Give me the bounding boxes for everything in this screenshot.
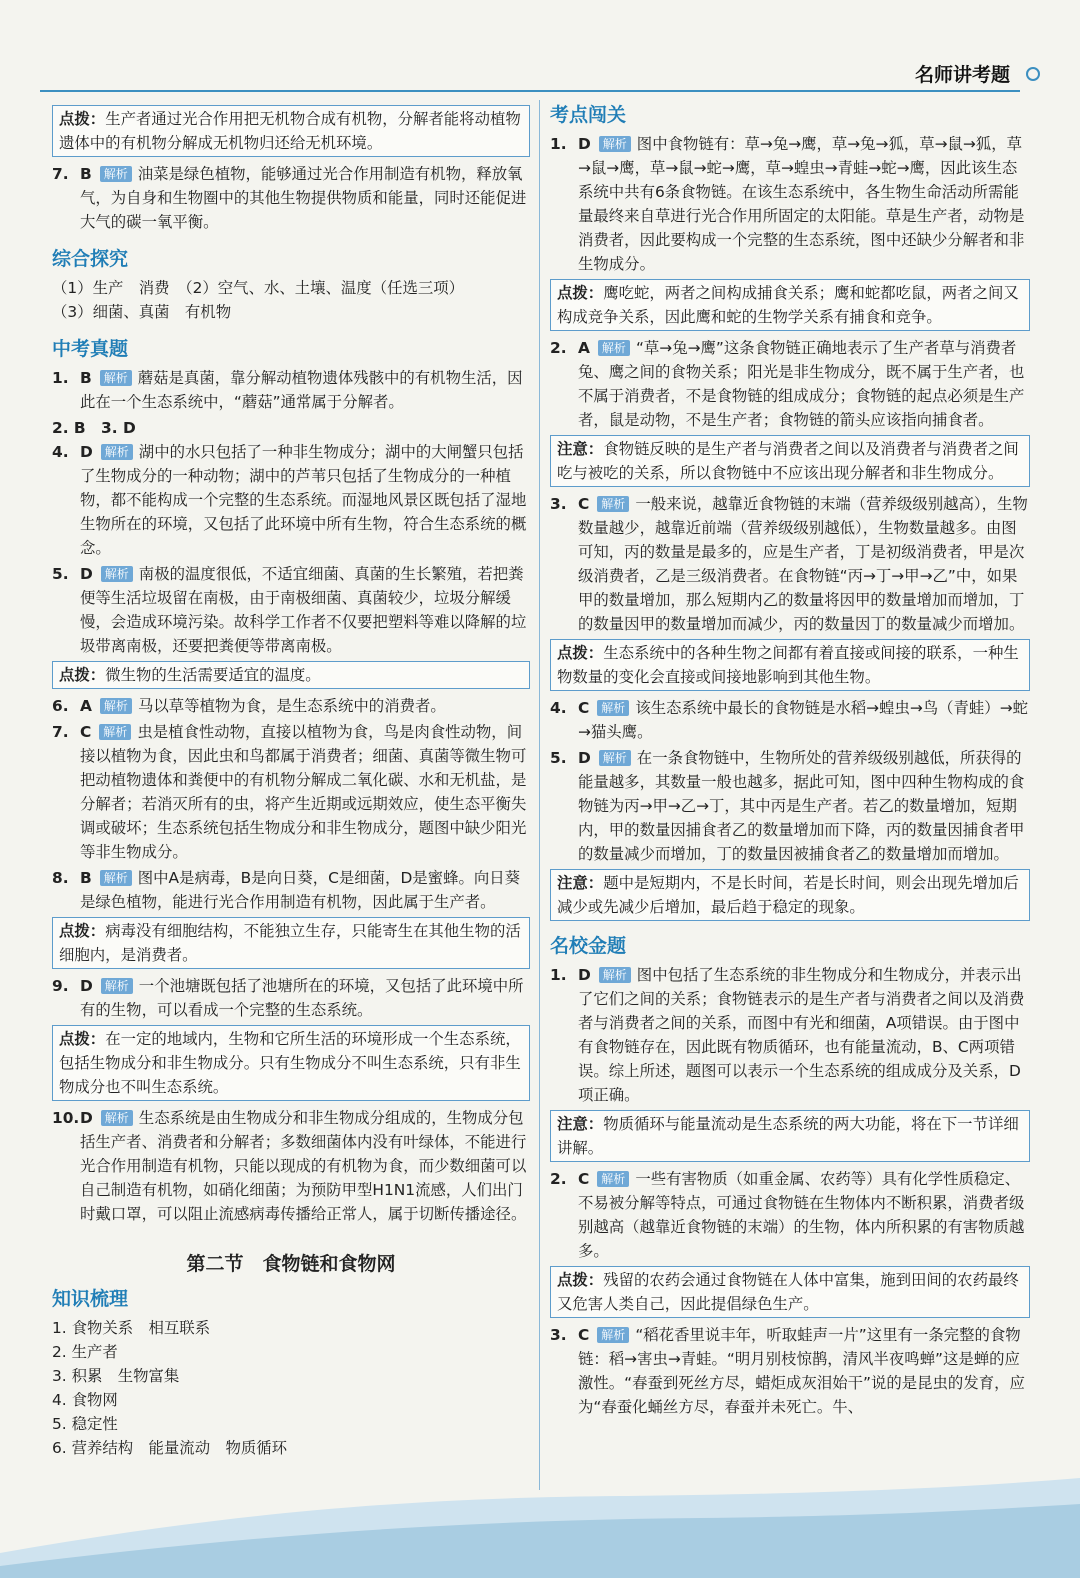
note-box [550, 1110, 1030, 1162]
note-key: 点拨： [59, 110, 106, 128]
note-key: 点拨： [557, 1271, 604, 1289]
answer-item [550, 492, 1030, 636]
analysis-tag: 解析 [101, 566, 133, 582]
note-box [550, 435, 1030, 487]
item-text: 在一条食物链中，生物所处的营养级级别越低，所获得的能量越多，其数量一般也越多，据此可知，图中四种生物构成的食物链为丙→甲→乙→丁，其中丙是生产者。若乙的数量增加，短期内，甲的数量因捕食者乙的数量增加而下降，丙的数量因捕食者甲的数量减少而增加，丁的数量因被捕食者乙的数量增加而增加。 [578, 749, 1025, 863]
answer-item [52, 720, 530, 864]
item-answer: C [578, 1326, 590, 1344]
analysis-tag: 解析 [101, 1110, 133, 1126]
analysis-tag: 解析 [599, 967, 631, 983]
item-answer: D [80, 565, 93, 583]
section-heading: 知识梳理 [52, 1288, 129, 1310]
item-answer: D [80, 977, 93, 995]
analysis-tag: 解析 [101, 978, 133, 994]
note-box [52, 1025, 530, 1101]
item-number: 3. [550, 1326, 567, 1344]
answer-item [550, 696, 1030, 744]
note-box [52, 105, 530, 157]
item-answer: B [80, 869, 92, 887]
section-heading: 综合探究 [52, 248, 129, 270]
answer-line: （3）细菌、真菌 有机物 [52, 303, 232, 321]
note-text: 鹰吃蛇，两者之间构成捕食关系；鹰和蛇都吃鼠，两者之间又构成竞争关系，因此鹰和蛇的生物学关系有捕食和竞争。 [557, 284, 1019, 326]
note-text: 物质循环与能量流动是生态系统的两大功能，将在下一节详细讲解。 [557, 1115, 1019, 1157]
analysis-tag: 解析 [99, 724, 131, 740]
answer-item [52, 162, 530, 234]
answer-item [52, 366, 530, 414]
item-number: 7. [52, 723, 69, 741]
knowledge-line: 5. 稳定性 [52, 1415, 118, 1433]
item-answer: D [578, 749, 591, 767]
answer-item [52, 866, 530, 914]
note-key: 点拨： [59, 922, 106, 940]
item-answer: C [80, 723, 92, 741]
item-text: 生态系统是由生物成分和非生物成分组成的，生物成分包括生产者、消费者和分解者；多数细菌体内没有叶绿体，不能进行光合作用制造有机物，只能以现成的有机物为食，而少数细菌可以自己制造有机物，如硝化细菌；为预防甲型H1N1流感，人们出门时戴口罩，可以阻止流感病毒传播给正常人，属于切断传播途径。 [80, 1109, 527, 1223]
note-key: 注意： [557, 1115, 604, 1133]
item-number: 1. [550, 966, 567, 984]
section-heading: 名校金题 [550, 935, 627, 957]
item-number: 7. [52, 165, 69, 183]
answer-item [52, 440, 530, 560]
analysis-tag: 解析 [101, 444, 133, 460]
answer-line: 2. B 3. D [52, 419, 136, 437]
analysis-tag: 解析 [597, 1327, 629, 1343]
note-key: 点拨： [557, 284, 604, 302]
note-text: 生产者通过光合作用把无机物合成有机物，分解者能将动植物遗体中的有机物分解成无机物归还给无机环境。 [59, 110, 521, 152]
item-number: 5. [52, 565, 69, 583]
analysis-tag: 解析 [598, 340, 630, 356]
item-text: 虫是植食性动物，直接以植物为食，鸟是肉食性动物，间接以植物为食，因此虫和鸟都属于消费者；细菌、真菌等微生物可把动植物遗体和粪便中的有机物分解成二氧化碳、水和无机盐，是分解者；若消灭所有的虫，将产生近期或远期效应，使生态平衡失调或破坏；生态系统包括生物成分和非生物成分，题图中缺少阳光等非生物成分。 [80, 723, 527, 861]
analysis-tag: 解析 [599, 136, 631, 152]
note-box [550, 869, 1030, 921]
item-answer: B [80, 369, 92, 387]
item-text: 南极的温度很低，不适宜细菌、真菌的生长繁殖，若把粪便等生活垃圾留在南极，由于南极细菌、真菌较少，垃圾分解缓慢，会造成环境污染。故科学工作者不仅要把塑料等难以降解的垃圾带离南极，还要把粪便等带离南极。 [80, 565, 527, 655]
note-text: 题中是短期内，不是长时间，若是长时间，则会出现先增加后减少或先减少后增加，最后趋于稳定的现象。 [557, 874, 1019, 916]
answer-item [52, 694, 530, 718]
note-key: 注意： [557, 874, 604, 892]
note-box [52, 917, 530, 969]
item-number: 3. [550, 495, 567, 513]
item-number: 1. [550, 135, 567, 153]
item-text: 图中包括了生态系统的非生物成分和生物成分，并表示出了它们之间的关系；食物链表示的是生产者与消费者之间以及消费者与消费者之间的关系，而图中有光和细菌，A项错误。由于图中有食物链存在，因此既有物质循环，也有能量流动，B、C两项错误。综上所述，题图可以表示一个生态系统的组成成分及关系，D项正确。 [578, 966, 1025, 1104]
item-number: 6. [52, 697, 69, 715]
item-answer: D [80, 443, 93, 461]
item-answer: C [578, 495, 590, 513]
item-text: 图中食物链有：草→兔→鹰，草→兔→狐，草→鼠→狐，草→鼠→鹰，草→鼠→蛇→鹰，草→蝗虫→青蛙→蛇→鹰，因此该生态系统中共有6条食物链。在该生态系统中，各生物生命活动所需能量最终来自草进行光合作用所固定的太阳能。草是生产者，动物是消费者，因此要构成一个完整的生态系统，图中还缺少分解者和非生物成分。 [578, 135, 1025, 273]
note-text: 生态系统中的各种生物之间都有着直接或间接的联系，一种生物数量的变化会直接或间接地影响到其他生物。 [557, 644, 1019, 686]
item-number: 10. [52, 1109, 80, 1127]
note-text: 食物链反映的是生产者与消费者之间以及消费者与消费者之间吃与被吃的关系，所以食物链中不应该出现分解者和非生物成分。 [557, 440, 1019, 482]
note-text: 微生物的生活需要适宜的温度。 [105, 666, 321, 684]
note-box [550, 1266, 1030, 1318]
item-number: 1. [52, 369, 69, 387]
answer-item [52, 1106, 530, 1226]
header-title: 名师讲考题 [914, 64, 1010, 86]
knowledge-line: 4. 食物网 [52, 1391, 118, 1409]
item-answer: D [80, 1109, 93, 1127]
analysis-tag: 解析 [597, 700, 629, 716]
item-answer: C [578, 1170, 590, 1188]
item-answer: D [578, 966, 591, 984]
section-heading: 中考真题 [52, 338, 129, 360]
note-key: 点拨： [59, 1030, 106, 1048]
analysis-tag: 解析 [597, 1171, 629, 1187]
knowledge-line: 1. 食物关系 相互联系 [52, 1319, 211, 1337]
item-text: 一个池塘既包括了池塘所在的环境，又包括了此环境中所有的生物，可以看成一个完整的生态系统。 [80, 977, 524, 1019]
note-text: 在一定的地域内，生物和它所生活的环境形成一个生态系统，包括生物成分和非生物成分。只有生物成分不叫生态系统，只有非生物成分也不叫生态系统。 [59, 1030, 521, 1096]
section-heading: 考点闯关 [550, 104, 627, 126]
note-text: 病毒没有细胞结构，不能独立生存，只能寄生在其他生物的活细胞内，是消费者。 [59, 922, 521, 964]
knowledge-line: 2. 生产者 [52, 1343, 118, 1361]
note-text: 残留的农药会通过食物链在人体中富集，施到田间的农药最终又危害人类自己，因此提倡绿色生产。 [557, 1271, 1019, 1313]
item-text: 湖中的水只包括了一种非生物成分；湖中的大闸蟹只包括了生物成分的一种动物；湖中的芦苇只包括了生物成分的一种植物，都不能构成一个完整的生态系统。而湿地风景区既包括了湿地生物所在的环境，又包括了此环境中所有生物，符合生态系统的概念。 [80, 443, 527, 557]
item-text: 该生态系统中最长的食物链是水稻→蝗虫→鸟（青蛙）→蛇→猫头鹰。 [578, 699, 1028, 741]
item-number: 8. [52, 869, 69, 887]
answer-item [550, 336, 1030, 432]
item-number: 9. [52, 977, 69, 995]
note-box [550, 279, 1030, 331]
item-number: 2. [550, 339, 567, 357]
note-box [52, 661, 530, 689]
header-rule [40, 90, 1020, 92]
analysis-tag: 解析 [100, 166, 132, 182]
section-title: 第二节 食物链和食物网 [186, 1253, 396, 1275]
note-key: 点拨： [557, 644, 604, 662]
column-divider [539, 100, 540, 1490]
answer-item [550, 1167, 1030, 1263]
footer-wave [0, 1458, 1080, 1578]
answer-item [52, 562, 530, 658]
knowledge-line: 3. 积累 生物富集 [52, 1367, 180, 1385]
item-text: “稻花香里说丰年，听取蛙声一片”这里有一条完整的食物链：稻→害虫→青蛙。“明月别枝惊鹊，清风半夜鸣蝉”这是蝉的应激性。“春蚕到死丝方尽，蜡炬成灰泪始干”说的是昆虫的发育，应为“春蚕化蛹丝方尽，春蚕并未死亡。牛、 [578, 1326, 1025, 1416]
answer-item [550, 1323, 1030, 1419]
item-text: 马以草等植物为食，是生态系统中的消费者。 [137, 697, 446, 715]
answer-item [550, 963, 1030, 1107]
item-text: 油菜是绿色植物，能够通过光合作用制造有机物，释放氧气，为自身和生物圈中的其他生物提供物质和能量，同时还能促进大气的碳一氧平衡。 [80, 165, 527, 231]
analysis-tag: 解析 [100, 870, 132, 886]
item-answer: A [578, 339, 590, 357]
answer-item [52, 974, 530, 1022]
item-answer: C [578, 699, 590, 717]
answer-item [550, 132, 1030, 276]
answer-line: （1）生产 消费 （2）空气、水、土壤、温度（任选三项） [52, 279, 465, 297]
item-answer: D [578, 135, 591, 153]
analysis-tag: 解析 [100, 370, 132, 386]
item-number: 5. [550, 749, 567, 767]
item-number: 4. [550, 699, 567, 717]
note-key: 点拨： [59, 666, 106, 684]
item-answer: B [80, 165, 92, 183]
knowledge-line: 6. 营养结构 能量流动 物质循环 [52, 1439, 288, 1457]
item-answer: A [80, 697, 92, 715]
analysis-tag: 解析 [100, 698, 132, 714]
item-number: 4. [52, 443, 69, 461]
circle-icon [1026, 67, 1040, 81]
analysis-tag: 解析 [597, 496, 629, 512]
analysis-tag: 解析 [599, 750, 631, 766]
item-text: 图中A是病毒，B是向日葵，C是细菌，D是蜜蜂。向日葵是绿色植物，能进行光合作用制造有机物，因此属于生产者。 [80, 869, 521, 911]
note-key: 注意： [557, 440, 604, 458]
answer-item [550, 746, 1030, 866]
note-box [550, 639, 1030, 691]
item-text: “草→兔→鹰”这条食物链正确地表示了生产者草与消费者兔、鹰之间的食物关系；阳光是非生物成分，既不属于生产者，也不属于消费者，不是食物链的组成成分；食物链的起点必须是生产者，鼠是动物，不是生产者；食物链的箭头应该指向捕食者。 [578, 339, 1025, 429]
item-number: 2. [550, 1170, 567, 1188]
item-text: 一些有害物质（如重金属、农药等）具有化学性质稳定、不易被分解等特点，可通过食物链在生物体内不断积累，消费者级别越高（越靠近食物链的末端）的生物，体内所积累的有害物质越多。 [578, 1170, 1025, 1260]
left-column [52, 102, 530, 1460]
item-text: 蘑菇是真菌，靠分解动植物遗体残骸中的有机物生活，因此在一个生态系统中，“蘑菇”通常属于分解者。 [80, 369, 523, 411]
right-column [550, 102, 1030, 1421]
item-text: 一般来说，越靠近食物链的末端（营养级级别越高），生物数量越少，越靠近前端（营养级级别越低），生物数量越多。由图可知，丙的数量是最多的，应是生产者，丁是初级消费者，甲是次级消费者，乙是三级消费者。在食物链“丙→丁→甲→乙”中，如果甲的数量增加，那么短期内乙的数量将因甲的数量增加而增加，丁的数量因甲的数量增加而减少，丙的数量因丁的数量减少而增加。 [578, 495, 1028, 633]
page-header [0, 60, 1080, 98]
